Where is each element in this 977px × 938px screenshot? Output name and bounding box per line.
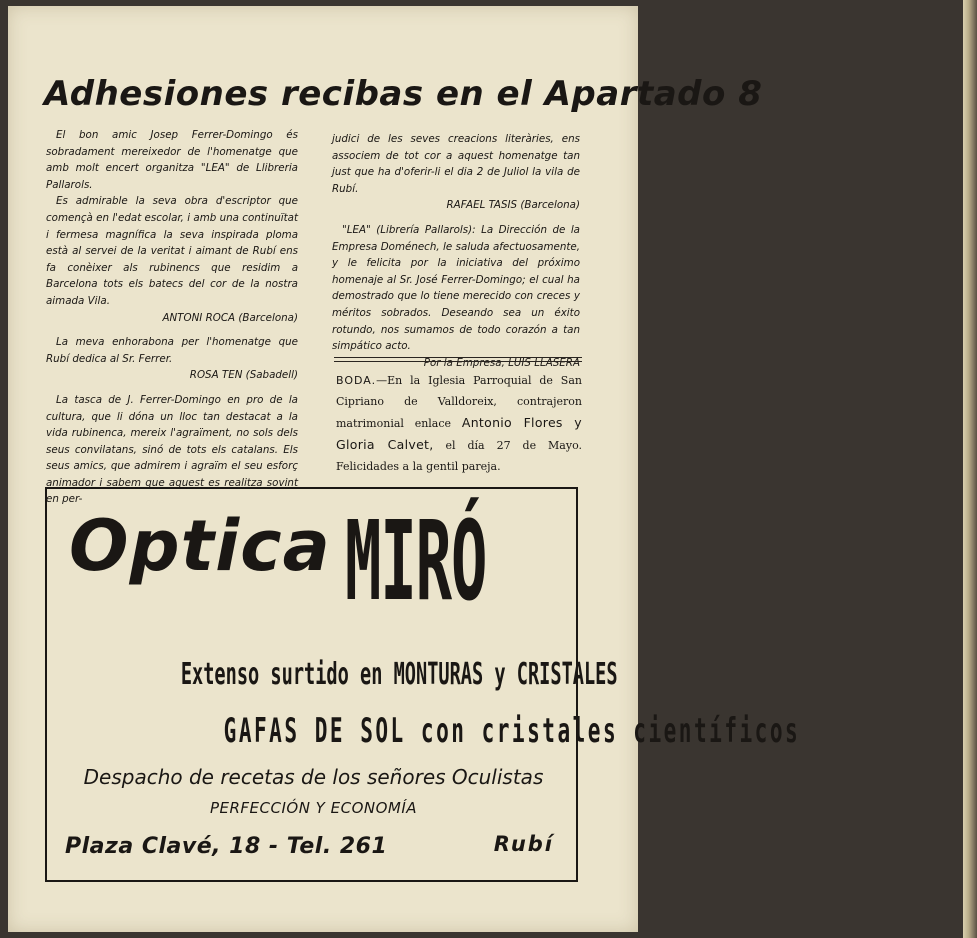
ad-line-gafas [47,711,801,751]
letter-ferrer-intro: El bon amic Josep Ferrer-Domingo és sobradament mereixedor de l'homenatge que amb molt encert organitza "LEA" de Llibreria Pallarols. [46,129,298,191]
wedding-text-before: —En la Iglesia Parroquial de San Cipriano de Valldoreix, contrajeron matrimonial enlace [336,374,582,430]
letter-lea-body: "LEA" (Librería Pallarols): La Dirección de la Empresa Doménech, le saluda afectuosamente, y le felicita por la iniciativa del próximo homenaje al Sr. José Ferrer-Domingo; el cual ha demostrado que lo tiene merecido con creces y méritos sobrados. Deseando sea un éxito rotundo, nos sumamos de todo corazón a tan simpático acto. [332,223,580,353]
ad-line-monturas-text: Extenso surtido en MONTURAS y CRISTALES [180,657,618,692]
right-column [332,131,580,379]
ad-miro-brand: MIRÓ [345,497,487,625]
signature-ten: ROSA TEN (Sabadell) [189,369,298,382]
wedding-text-after: el día 27 de Mayo. Felicidades a la gentil pareja. [336,439,583,473]
ad-line-perfeccion: PERFECCIÓN Y ECONOMÍA [209,799,418,817]
signature-roca: ANTONI ROCA (Barcelona) [162,311,298,324]
wedding-label: BODA. [336,374,377,387]
signature-tasis: RAFAEL TASIS (Barcelona) [446,199,580,212]
ad-line-monturas [47,657,618,692]
letter-ten-body: La meva enhorabona per l'homenatge que Rubí dedica al Sr. Ferrer. [46,336,298,365]
page-spine [963,0,977,938]
optica-miro-advertisement [45,487,801,882]
letter-roca-body: Es admirable la seva obra d'escriptor que començà en l'edat escolar, i amb una continuïtat i fermesa magnífica la seva inspirada ploma està al servei de la veritat i aimant de Rubí ens fa conèixer als rubinencs que residim a Barcelona tots els batecs del cor de la nostra aimada Vila. [46,195,298,307]
wedding-names: Antonio Flores y Gloria Calvet, [336,415,583,452]
wedding-notice [336,370,582,477]
ad-address: Plaza Clavé, 18 - Tel. 261 [65,834,388,859]
ad-city: Rubí [493,832,554,856]
page-headline: Adhesiones recibas en el Apartado 8 [44,74,763,114]
signature-llasera: Por la Empresa, LUIS LLASERA [423,356,580,369]
letter-tasis-body: La tasca de J. Ferrer-Domingo en pro de la cultura, que li dóna un lloc tan destacat a la vida rubinenca, mereix l'agraïment, no sols dels seus convilatans, sinó de tots els catalans. Els seus amics, que admirem i agraïm el seu esforç animador i sabem que aquest es realitza sovint en per- [46,393,298,506]
letter-tasis-continued: judici de les seves creacions literàries, ens associem de tot cor a aquest homenatge tan just que ha d'oferir-li el dia 2 de Juliol la vila de Rubí. [332,133,580,195]
section-divider [334,357,582,362]
left-column [46,127,298,508]
ad-line-recetas: Despacho de recetas de los señores Oculistas [83,765,544,789]
ad-optica-word: Optica [69,505,331,587]
ad-line-gafas-text: GAFAS DE SOL con cristales científicos [223,711,801,751]
